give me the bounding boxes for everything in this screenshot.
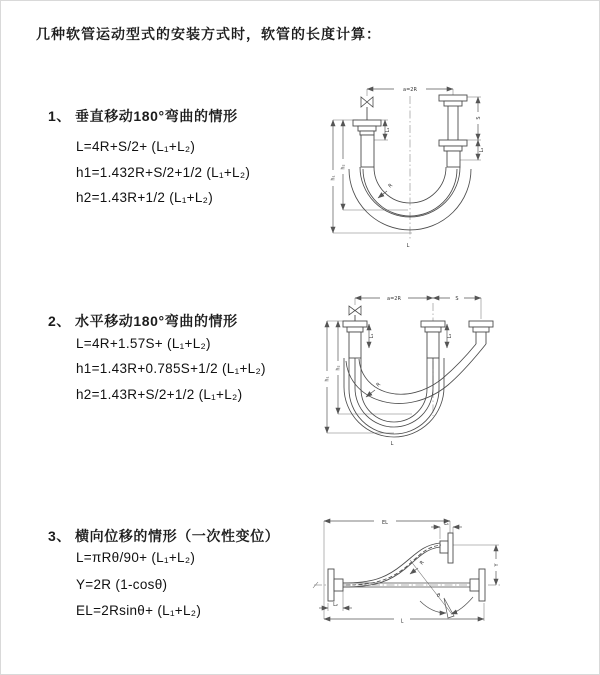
section-1-title: 垂直移动180°弯曲的情形 xyxy=(75,108,238,124)
section-2-formula-h1: h1=1.43R+0.785S+1/2 (L₁+L₂) xyxy=(76,361,266,376)
upper-flange xyxy=(440,533,453,563)
left-flange xyxy=(328,569,343,601)
section-3-number: 3、 xyxy=(48,528,71,544)
length-label: L xyxy=(406,243,410,249)
section-3-title: 横向位移的情形（一次性变位） xyxy=(75,528,280,544)
dim-label-h1: h₁ xyxy=(324,376,331,382)
dimension-lines xyxy=(324,298,481,433)
right-fitting xyxy=(469,321,493,344)
section-2-formula-h2: h2=1.43R+S/2+1/2 (L₁+L₂) xyxy=(76,387,243,402)
angle-pointer xyxy=(444,598,454,618)
diagram-lateral-displacement xyxy=(310,513,515,641)
section-3-heading xyxy=(48,526,279,546)
dim-label-a2r: a=2R xyxy=(387,296,401,302)
section-1-formula-L: L=4R+S/2+ (L₁+L₂) xyxy=(76,139,196,154)
radius-line xyxy=(410,560,451,613)
section-2-heading xyxy=(48,311,238,331)
right-fitting xyxy=(439,95,467,167)
extension-lines xyxy=(324,521,499,621)
left-fitting xyxy=(353,120,381,167)
length-label: L xyxy=(400,618,404,625)
valve-icon xyxy=(361,97,373,120)
diagram-vertical-180 xyxy=(328,82,498,254)
radius-label: R xyxy=(375,381,382,389)
section-2-title: 水平移动180°弯曲的情形 xyxy=(75,313,238,329)
dim-label-l1: L₁ xyxy=(368,333,375,339)
radius-label: R xyxy=(418,559,426,567)
section-3-formula-L: L=πRθ/90+ (L₁+L₂) xyxy=(76,550,196,565)
dim-label-l1: L₁ xyxy=(384,127,391,133)
section-1-formula-h2: h2=1.43R+1/2 (L₁+L₂) xyxy=(76,190,214,205)
dim-label-h1: h₁ xyxy=(330,175,337,181)
dim-label-s: S xyxy=(455,296,459,302)
s-curve-hose xyxy=(343,543,441,587)
length-label: L xyxy=(390,441,394,447)
section-3-formula-Y: Y=2R (1-cosθ) xyxy=(76,577,168,592)
extension-lines xyxy=(324,298,481,433)
left-fitting xyxy=(343,321,367,358)
dim-label-a2r: a=2R xyxy=(403,87,417,93)
valve-icon xyxy=(349,306,361,321)
dim-label-h2: h₂ xyxy=(335,365,342,371)
page-title: 几种软管运动型式的安装方式时，软管的长度计算： xyxy=(36,26,381,42)
dim-label-l2: L₂ xyxy=(478,147,485,153)
dim-label-h2: h₂ xyxy=(340,164,347,170)
dim-label-y: Y xyxy=(493,563,500,567)
middle-fitting xyxy=(421,321,445,358)
dimension-lines xyxy=(319,521,496,619)
dim-label-l1: L₁ xyxy=(444,521,449,527)
section-2-formula-L: L=4R+1.57S+ (L₁+L₂) xyxy=(76,336,211,351)
radius-label: R xyxy=(387,182,394,190)
section-2-number: 2、 xyxy=(48,313,71,329)
section-1-heading xyxy=(48,106,238,126)
section-1-formula-h1: h1=1.432R+S/2+1/2 (L₁+L₂) xyxy=(76,165,251,180)
section-3-formula-EL: EL=2Rsinθ+ (L₁+L₂) xyxy=(76,603,202,618)
dim-label-s: S xyxy=(475,116,482,120)
dim-label-el: EL xyxy=(382,520,388,526)
section-1-number: 1、 xyxy=(48,108,71,124)
dim-label-l2: L₂ xyxy=(333,602,338,608)
right-flange xyxy=(470,569,485,601)
diagram-horizontal-180 xyxy=(322,291,498,449)
angle-label: θ xyxy=(437,593,441,599)
hose-arcs xyxy=(344,344,486,437)
dim-label-l2: L₂ xyxy=(446,333,453,339)
